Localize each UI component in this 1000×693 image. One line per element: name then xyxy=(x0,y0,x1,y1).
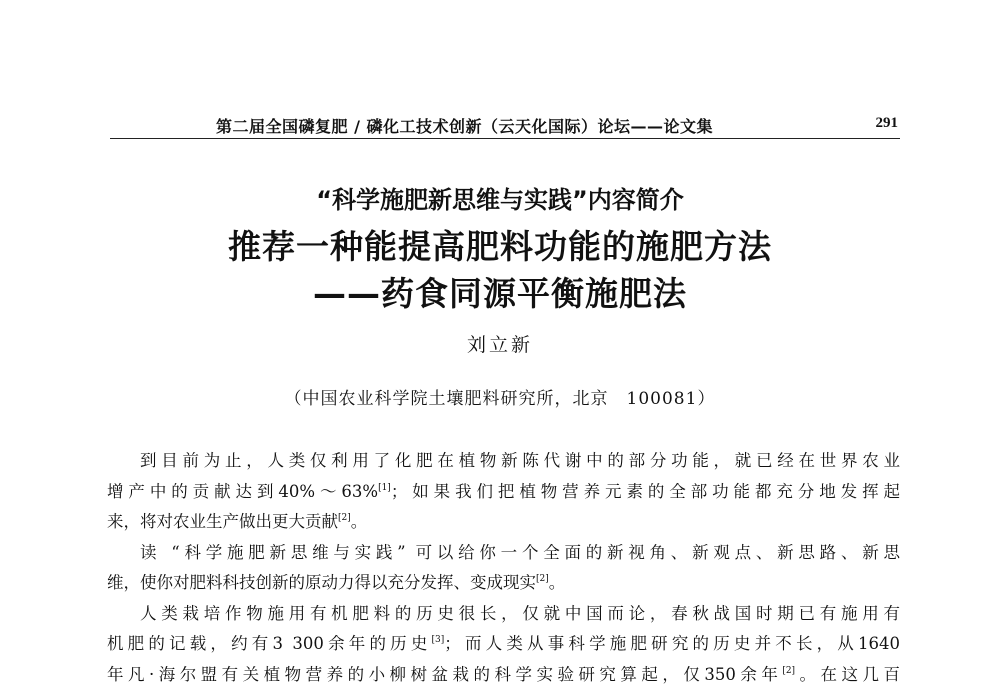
body-text xyxy=(107,446,900,690)
text-line: 维，使你对肥料科技创新的原动力得以充分发挥、变成现实[2]。 xyxy=(107,573,566,592)
citation: [3] xyxy=(431,635,445,645)
text-line: 机肥的记载，约有3 300余年的历史[3]；而人类从事科学施肥研究的历史并不长，从1640 xyxy=(107,634,900,653)
paragraph-2 xyxy=(107,538,900,599)
running-head xyxy=(110,112,900,139)
text-line: 读 “科学施肥新思维与实践” 可以给你一个全面的新视角、新观点、新思路、新思 xyxy=(140,542,900,562)
citation: [1] xyxy=(378,482,391,493)
citation: [2] xyxy=(782,665,796,676)
citation: [2] xyxy=(338,513,351,523)
article-subtitle: “科学施肥新思维与实践”内容简介 xyxy=(316,186,684,214)
paragraph-1 xyxy=(107,446,900,538)
page-number: 291 xyxy=(875,115,898,131)
text-line: 增产中的贡献达到40%～63%[1]；如果我们把植物营养元素的全部功能都充分地发挥起 xyxy=(107,481,900,501)
article-title-line-2: ——药食同源平衡施肥法 xyxy=(313,274,687,313)
article-title-line-1: 推荐一种能提高肥料功能的施肥方法 xyxy=(228,227,772,266)
text-line: 来，将对农业生产做出更大贡献[2]。 xyxy=(107,512,368,531)
author: 刘立新 xyxy=(466,334,533,356)
paragraph-3 xyxy=(107,599,900,691)
running-head-title: 第二届全国磷复肥 / 磷化工技术创新（云天化国际）论坛——论文集 xyxy=(216,117,713,136)
text-line: 到目前为止，人类仅利用了化肥在植物新陈代谢中的部分功能，就已经在世界农业 xyxy=(140,451,900,470)
text-line: 人类栽培作物施用有机肥料的历史很长，仅就中国而论，春秋战国时期已有施用有 xyxy=(140,603,900,623)
text-line: 年凡·海尔盟有关植物营养的小柳树盆栽的科学实验研究算起，仅350余年[2]。在这几百 xyxy=(107,664,900,684)
citation: [2] xyxy=(536,574,549,584)
affiliation: （中国农业科学院土壤肥料研究所，北京 100081） xyxy=(284,389,716,409)
